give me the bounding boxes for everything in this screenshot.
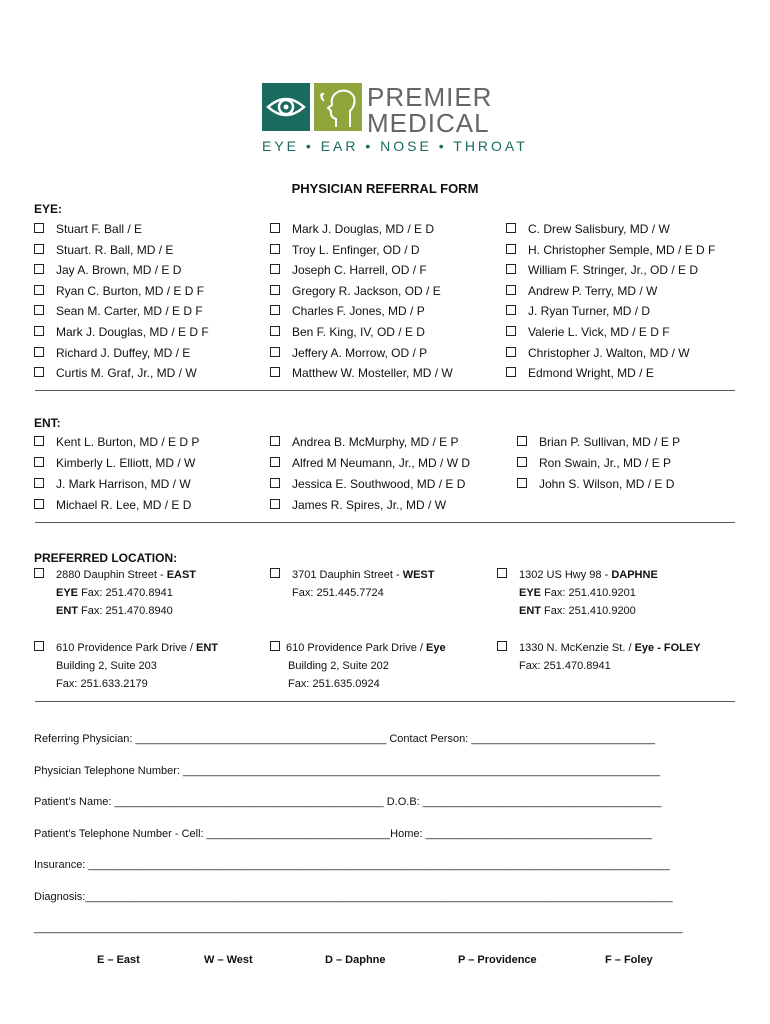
physician-name: J. Mark Harrison, MD / W [56,477,191,491]
physician-name: Brian P. Sullivan, MD / E P [539,435,681,449]
checkbox[interactable] [497,568,507,578]
checkbox[interactable] [506,347,516,357]
legend-foley: F – Foley [605,954,653,966]
legend-daphne: D – Daphne [325,954,386,966]
divider [35,390,735,391]
location-west[interactable]: 3701 Dauphin Street - WEST Fax: 251.445.7724 [270,566,434,602]
physician-option[interactable] [506,222,670,236]
physician-option[interactable] [270,263,427,277]
insurance-field[interactable]: Insurance: _______________________________________________________________________________________________ [34,859,670,871]
checkbox[interactable] [506,367,516,377]
checkbox[interactable] [270,285,280,295]
physician-option[interactable] [270,456,470,470]
physician-option[interactable] [34,346,190,360]
checkbox[interactable] [270,641,280,651]
physician-name: William F. Stringer, Jr., OD / E D [528,263,699,278]
physician-name: Valerie L. Vick, MD / E D F [528,325,670,339]
checkbox[interactable] [270,568,280,578]
physician-option[interactable] [270,477,465,491]
physician-name: Charles F. Jones, MD / P [292,304,425,319]
physician-name: Jeffery A. Morrow, OD / P [292,345,428,360]
physician-name: Ron Swain, Jr., MD / E P [539,456,672,470]
checkbox[interactable] [34,457,44,467]
physician-option[interactable] [34,222,142,236]
head-profile-icon [314,83,362,131]
checkbox[interactable] [270,264,280,274]
physician-option[interactable] [270,284,441,298]
physician-option[interactable] [34,325,209,339]
physician-option[interactable] [270,346,427,360]
checkbox[interactable] [34,641,44,651]
physician-name: Sean M. Carter, MD / E D F [56,304,203,319]
physician-name: Troy L. Enfinger, OD / D [292,242,420,257]
divider [35,701,735,702]
physician-name: H. Christopher Semple, MD / E D F [528,242,716,257]
checkbox[interactable] [34,264,44,274]
physician-name: Matthew W. Mosteller, MD / W [292,366,453,381]
checkbox[interactable] [506,305,516,315]
physician-option[interactable] [34,263,181,277]
physician-option[interactable] [506,366,654,380]
checkbox[interactable] [34,244,44,254]
checkbox[interactable] [517,436,527,446]
physician-name: Mark J. Douglas, MD / E D F [56,325,209,339]
physician-name: James R. Spires, Jr., MD / W [292,498,447,512]
checkbox[interactable] [506,264,516,274]
physician-option[interactable] [506,325,670,339]
location-foley[interactable]: 1330 N. McKenzie St. / Eye - FOLEY Fax: 251.470.8941 [497,639,701,675]
logo-eye-mark [262,83,310,131]
checkbox[interactable] [270,305,280,315]
checkbox[interactable] [270,367,280,377]
form-title: PHYSICIAN REFERRAL FORM [291,181,479,196]
extra-line-field[interactable]: __________________________________________________________________________________________________________ [34,922,683,934]
physician-option[interactable] [34,304,203,318]
patient-name-field[interactable]: Patient’s Name: ____________________________________________ D.O.B: _______________________________________ [34,796,662,808]
physician-option[interactable] [270,498,446,512]
physician-option[interactable] [270,325,425,339]
checkbox[interactable] [34,326,44,336]
checkbox[interactable] [270,499,280,509]
checkbox[interactable] [270,478,280,488]
checkbox[interactable] [270,244,280,254]
physician-option[interactable] [517,477,674,491]
checkbox[interactable] [34,436,44,446]
checkbox[interactable] [506,223,516,233]
physician-option[interactable] [34,435,199,449]
location-providence-eye[interactable]: 610 Providence Park Drive / Eye Building 2, Suite 202 Fax: 251.635.0924 [270,639,446,693]
physician-name: Richard J. Duffey, MD / E [56,345,191,360]
checkbox[interactable] [270,223,280,233]
physician-name: Andrea B. McMurphy, MD / E P [292,435,459,449]
physician-name: Kimberly L. Elliott, MD / W [56,456,196,470]
physician-option[interactable] [517,435,680,449]
checkbox[interactable] [34,223,44,233]
physician-name: John S. Wilson, MD / E D [539,477,675,491]
physician-name: Jay A. Brown, MD / E D [56,263,182,278]
logo-line-2: MEDICAL [367,108,490,138]
physician-name: Ben F. King, IV, OD / E D [292,325,425,339]
physician-name: Michael R. Lee, MD / E D [56,498,192,512]
checkbox[interactable] [497,641,507,651]
eye-heading: EYE: [34,202,63,216]
physician-option[interactable] [270,222,434,236]
physician-option[interactable] [506,284,657,298]
checkbox[interactable] [34,367,44,377]
checkbox[interactable] [34,305,44,315]
checkbox[interactable] [506,326,516,336]
physician-name: Joseph C. Harrell, OD / F [292,263,427,278]
location-daphne[interactable]: 1302 US Hwy 98 - DAPHNE EYE Fax: 251.410.9201 ENT Fax: 251.410.9200 [497,566,658,620]
physician-option[interactable] [506,304,650,318]
divider [35,522,735,523]
checkbox[interactable] [34,568,44,578]
physician-option[interactable] [270,435,459,449]
physician-telephone-field[interactable]: Physician Telephone Number: ______________________________________________________________________________ [34,765,661,777]
checkbox[interactable] [34,347,44,357]
checkbox[interactable] [34,499,44,509]
physician-name: Edmond Wright, MD / E [528,366,654,381]
physician-option[interactable] [34,243,173,257]
location-providence-ent[interactable]: 610 Providence Park Drive / ENT Building 2, Suite 203 Fax: 251.633.2179 [34,639,218,693]
physician-name: C. Drew Salisbury, MD / W [528,222,670,236]
logo-line-1: PREMIER [367,82,493,112]
physician-option[interactable] [34,284,204,298]
legend-east: E – East [97,954,140,966]
checkbox[interactable] [517,457,527,467]
checkbox[interactable] [270,347,280,357]
legend-west: W – West [204,954,253,966]
physician-name: Ryan C. Burton, MD / E D F [56,283,205,298]
physician-name: Mark J. Douglas, MD / E D [292,222,435,236]
physician-name: Alfred M Neumann, Jr., MD / W D [292,456,471,470]
physician-name: Jessica E. Southwood, MD / E D [292,477,466,491]
physician-option[interactable] [506,263,698,277]
location-east[interactable]: 2880 Dauphin Street - EAST EYE Fax: 251.470.8941 ENT Fax: 251.470.8940 [34,566,196,620]
physician-name: J. Ryan Turner, MD / D [528,304,651,319]
physician-option[interactable] [34,477,191,491]
checkbox[interactable] [270,326,280,336]
physician-option[interactable] [270,304,425,318]
physician-name: Curtis M. Graf, Jr., MD / W [56,366,197,381]
logo-tagline: EYE • EAR • NOSE • THROAT [262,138,528,154]
ent-heading: ENT: [34,416,61,430]
diagnosis-field[interactable]: Diagnosis:________________________________________________________________________________________________ [34,891,673,903]
checkbox[interactable] [34,285,44,295]
physician-option[interactable] [34,498,191,512]
referring-physician-field[interactable]: Referring Physician: _________________________________________ Contact Person: ______________________________ [34,733,655,745]
physician-option[interactable] [34,456,195,470]
physician-option[interactable] [270,366,453,380]
eye-icon [262,83,310,131]
location-heading: PREFERRED LOCATION: [34,551,178,565]
patient-telephone-field[interactable]: Patient’s Telephone Number - Cell: ______________________________Home: _____________________________________ [34,828,652,840]
physician-name: Stuart F. Ball / E [56,222,143,236]
physician-option[interactable] [270,243,420,257]
physician-name: Christopher J. Walton, MD / W [528,345,690,360]
physician-option[interactable] [506,243,715,257]
logo-head-mark [314,83,362,131]
checkbox[interactable] [517,478,527,488]
checkbox[interactable] [506,285,516,295]
physician-name: Andrew P. Terry, MD / W [528,283,658,298]
physician-name: Stuart. R. Ball, MD / E [56,242,174,257]
physician-name: Kent L. Burton, MD / E D P [56,435,200,449]
checkbox[interactable] [34,478,44,488]
checkbox[interactable] [270,436,280,446]
physician-name: Gregory R. Jackson, OD / E [292,283,441,298]
physician-option[interactable] [34,366,197,380]
checkbox[interactable] [270,457,280,467]
legend-providence: P – Providence [458,954,537,966]
checkbox[interactable] [506,244,516,254]
physician-option[interactable] [517,456,671,470]
physician-option[interactable] [506,346,690,360]
